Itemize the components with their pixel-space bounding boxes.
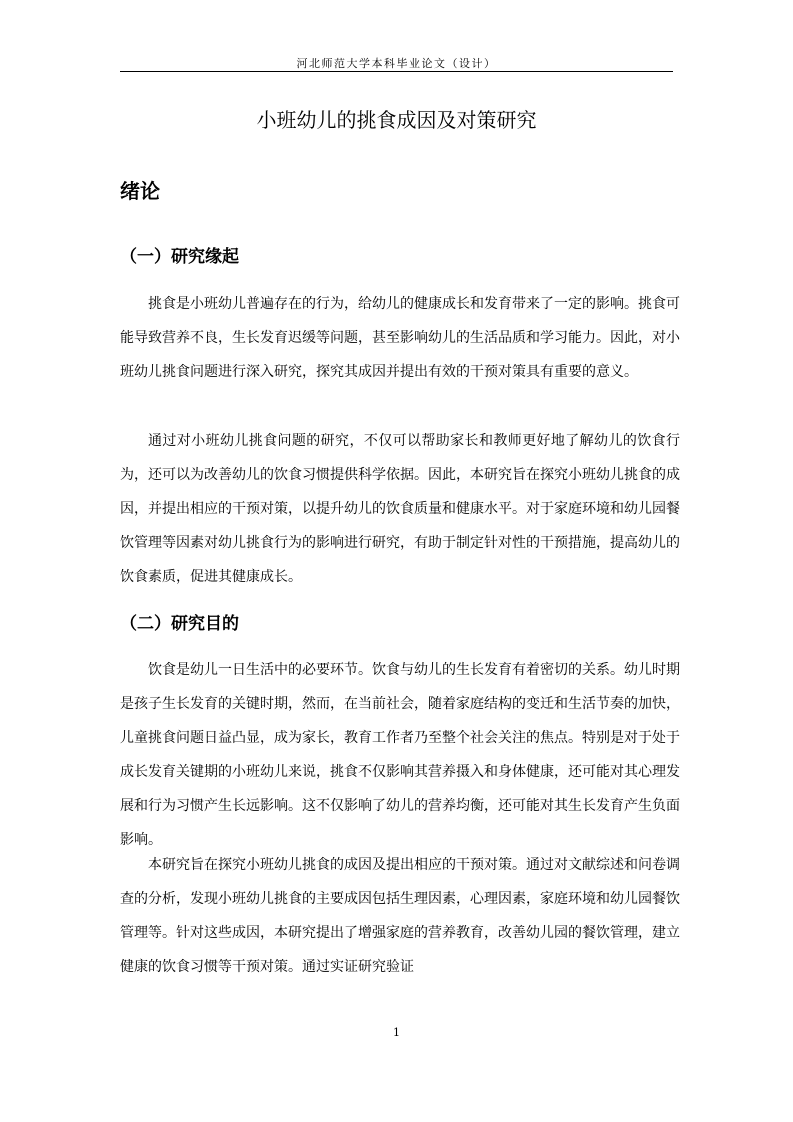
paragraph-purpose-2: 本研究旨在探究小班幼儿挑食的成因及提出相应的干预对策。通过对文献综述和问卷调查的分析，发现小班幼儿挑食的主要成因包括生理因素，心理因素，家庭环境和幼儿园餐饮管理等。针对这些成因，本研究提出了增强家庭的营养教育，改善幼儿园的餐饮管理，建立健康的饮食习惯等干预对策。通过实证研究验证 bbox=[120, 857, 680, 975]
paragraph-origin-2: 通过对小班幼儿挑食问题的研究，不仅可以帮助家长和教师更好地了解幼儿的饮食行为，还可以为改善幼儿的饮食习惯提供科学依据。因此，本研究旨在探究小班幼儿挑食的成因，并提出相应的干预对策，以提升幼儿的饮食质量和健康水平。对于家庭环境和幼儿园餐饮管理等因素对幼儿挑食行为的影响进行研究，有助于制定针对性的干预措施，提高幼儿的饮食素质，促进其健康成长。 bbox=[120, 433, 680, 585]
subsection-heading-purpose: （二）研究目的 bbox=[120, 614, 239, 634]
paper-title: 小班幼儿的挑食成因及对策研究 bbox=[256, 108, 537, 132]
section-heading-introduction: 绪论 bbox=[120, 179, 160, 203]
paragraph-purpose-1: 饮食是幼儿一日生活中的必要环节。饮食与幼儿的生长发育有着密切的关系。幼儿时期是孩子生长发育的关键时期，然而，在当前社会，随着家庭结构的变迁和生活节奏的加快，儿童挑食问题日益凸显，成为家长，教育工作者乃至整个社会关注的焦点。特别是对于处于成长发育关键期的小班幼儿来说，挑食不仅影响其营养摄入和身体健康，还可能对其心理发展和行为习惯产生长远影响。这不仅影响了幼儿的营养均衡，还可能对其生长发育产生负面影响。 bbox=[120, 662, 680, 848]
header-rule bbox=[120, 71, 673, 72]
page-number: 1 bbox=[393, 1026, 400, 1039]
running-header: 河北师范大学本科毕业论文（设计） bbox=[296, 57, 497, 70]
subsection-heading-origin: （一）研究缘起 bbox=[120, 247, 239, 267]
paragraph-origin-1: 挑食是小班幼儿普遍存在的行为，给幼儿的健康成长和发育带来了一定的影响。挑食可能导致营养不良，生长发育迟缓等问题，甚至影响幼儿的生活品质和学习能力。因此，对小班幼儿挑食问题进行深入研究，探究其成因并提出有效的干预对策具有重要的意义。 bbox=[120, 296, 680, 380]
